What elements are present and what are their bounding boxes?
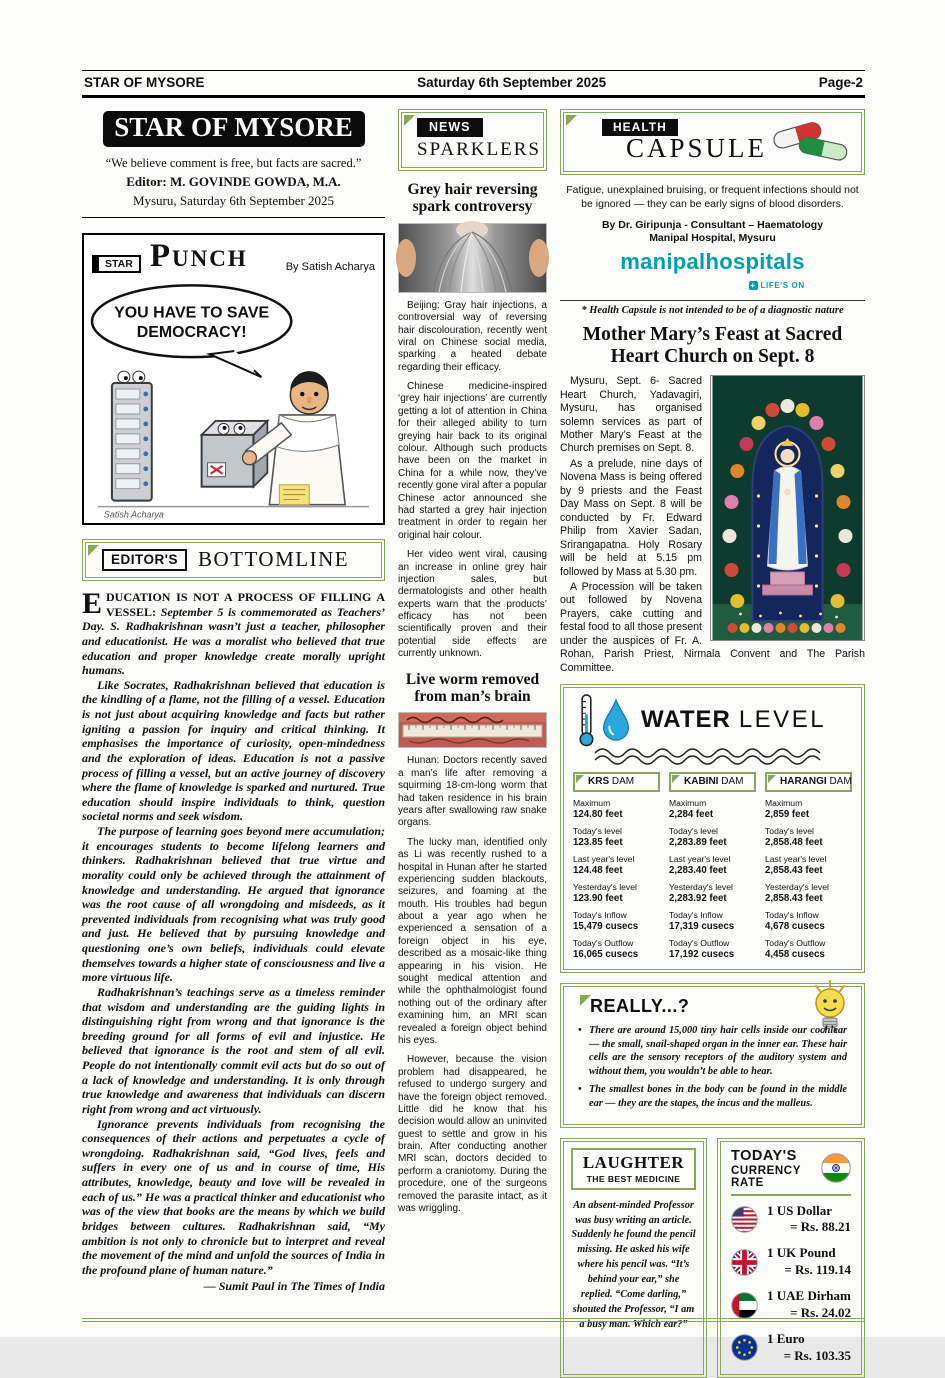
dam-name: KRS <box>588 776 610 788</box>
star-punch-byline: By Satish Acharya <box>285 261 375 273</box>
green-flag-icon <box>768 775 776 783</box>
star-punch-label: STAR <box>92 255 141 273</box>
mother-mary-article <box>560 324 865 675</box>
editors-bottomline-header <box>82 539 385 581</box>
right-column <box>560 109 865 1378</box>
currency-rate: 1 UAE Dirham = Rs. 24.02 <box>767 1288 851 1321</box>
dam-columns <box>573 772 852 960</box>
dam-stat: Maximum 2,284 feet <box>669 798 714 821</box>
currency-row <box>731 1324 851 1367</box>
dam-stat: Today's level 123.85 feet <box>573 826 623 849</box>
really-title: REALLY...? <box>590 996 690 1017</box>
capsule-title: CAPSULE <box>626 133 768 163</box>
masthead-title: STAR OF MYSORE <box>103 111 365 147</box>
green-flag-icon <box>88 545 99 556</box>
green-flag-icon <box>580 995 591 1006</box>
water-title-light: LEVEL <box>738 706 827 734</box>
dam-name-suffix: DAM <box>721 776 744 788</box>
editorial-paragraph: The purpose of learning goes beyond mere accumulation; it encourages students to become lifelong learners and thinkers. Radhakrishnan believed that true virtue and morality could only be achieved through the attainment of knowledge and understanding. He argued that ignorance was the root cause of all wrongdoing and misdeeds, as it prevented individuals from recognising what was truly good and just. He believed that by pursuing knowledge and questioning one’s own beliefs, individuals could elevate themselves towards a higher state of consciousness and live a more virtuous life. <box>82 824 385 985</box>
dam-stat: Today's level 2,283.89 feet <box>669 826 727 849</box>
dam-name: HARANGI <box>780 776 827 788</box>
article-paragraph: Chinese medicine-inspired ‘grey hair injections’ are currently getting a lot of attention in China for their alleged ability to turn greying hair back to its original colour. Although such products have been on the market in China for a while now, they’ve recently gone viral after a popular Chinese actor announced she had started a grey hair injection treatment in order to regain her original hair colour. <box>398 381 547 541</box>
health-capsule-disclaimer: * Health Capsule is not intended to be of a diagnostic nature <box>560 300 865 316</box>
middle-column <box>398 109 547 1378</box>
laughter-subtitle: THE BEST MEDICINE <box>586 1173 681 1184</box>
health-capsule-section <box>560 109 865 316</box>
health-capsule-hospital: Manipal Hospital, Mysuru <box>649 232 776 245</box>
health-capsule-header <box>560 109 865 175</box>
news-label: NEWS <box>417 118 483 137</box>
page-content <box>82 70 865 1378</box>
dam-stat: Yesterday's level 2,858.43 feet <box>765 882 829 905</box>
dam-stat: Yesterday's level 123.90 feet <box>573 882 637 905</box>
dam-stat: Today's Inflow 17,319 cusecs <box>669 910 735 933</box>
currency-header <box>731 1148 851 1196</box>
us-flag-icon <box>731 1206 758 1233</box>
page-top-bar <box>82 70 865 98</box>
article-headline: Live worm removed from man’s brain <box>405 670 540 706</box>
green-flag-icon <box>404 115 415 126</box>
dam-stat: Today's Inflow 15,479 cusecs <box>573 910 639 933</box>
really-fact: • There are around 15,000 tiny hair cells inside our cochlear — the small, snail-shaped organ in the inner ear. These hair cells are the sensory receptors of the auditory system and without them, you wouldn’t be able to hear. <box>578 1024 847 1078</box>
currency-row <box>731 1238 851 1281</box>
manipal-logo-wrap <box>560 249 865 293</box>
topbar-date: Saturday 6th September 2025 <box>417 75 607 90</box>
dam-column-harangi <box>765 772 852 960</box>
manipal-logo-text: manipalhospitals <box>620 249 805 275</box>
laughter-title: LAUGHTER <box>582 1152 685 1172</box>
drop-cap: E <box>82 587 103 620</box>
masthead-quote: “We believe comment is free, but facts are sacred.” <box>105 156 362 170</box>
dam-stat: Today's Outflow 17,192 cusecs <box>669 938 735 961</box>
editorial-body <box>82 587 385 1294</box>
dam-stat: Last year's level 2,283.40 feet <box>669 854 731 877</box>
article-paragraph: Her video went viral, causing an increase in online grey hair injection sales, but dermatologists and other health experts warn that the products’ efficacy has not been scientifically proven and their potential side effects are currently unknown. <box>398 549 547 660</box>
water-level-header <box>573 693 852 747</box>
article-body <box>560 375 865 675</box>
currency-row <box>731 1196 851 1239</box>
thermometer-icon <box>575 693 597 747</box>
waves-icon <box>593 748 833 765</box>
health-label: HEALTH <box>602 119 678 136</box>
star-punch-header <box>84 235 383 275</box>
columns <box>82 109 865 1378</box>
article-paragraph: However, because the vision problem had disappeared, he refused to undergo surgery and have the foreign object removed. Little did he know that his decision would allow an uninvited guest to settle and grow in his brain. After conducting another MRI scan, doctors decided to perform a craniotomy. During the procedure, one of the surgeons removed the parasite intact, as it was wriggling. <box>398 1054 547 1215</box>
really-section <box>560 983 865 1127</box>
article-paragraph: A Procession will be taken out followed by Novena Prayers, cake cutting and festal food to all those present under the auspices of Fr. A. Rohan, Parish Priest, Nirmala Convent and The Parish Committee. <box>560 580 865 674</box>
editorial-paragraph: Radhakrishnan’s teachings serve as a timeless reminder that wisdom and understanding are the guiding lights in distinguishing right from wrong and that ignorance is the breeding ground for all forms of evil and injustice. He believed that ignorance is the root and stem of all evil. People do not intentionally commit evil acts but do so out of a lack of knowledge and understanding. It is only through true knowledge and awareness that individuals can discern right from wrong and act virtuously. <box>82 984 385 1116</box>
dam-stat: Last year's level 124.48 feet <box>573 854 635 877</box>
article-paragraph: Beijing: Gray hair injections, a controversial way of reversing hair discolouration, recently went viral on Chinese social media, sparking a heated debate regarding their efficacy. <box>398 299 547 373</box>
currency-rate-section <box>717 1138 865 1378</box>
dam-name-suffix: DAM <box>611 776 635 788</box>
worm-photo <box>398 712 547 748</box>
dam-column-kabini <box>669 772 756 960</box>
masthead-dateline: Mysuru, Saturday 6th September 2025 <box>82 193 385 218</box>
dam-stat: Today's Outflow 16,065 cusecs <box>573 938 639 961</box>
dam-stat: Today's Inflow 4,678 cusecs <box>765 910 825 933</box>
editors-label: EDITOR'S <box>102 549 187 571</box>
editorial-lead-paragraph: EDUCATION IS NOT A PROCESS OF FILLING A VESSEL: September 5 is commemorated as Teachers’ Day. S. Radhakrishnan wasn’t just a teacher, philosopher and educationist. He was a moralist who believed that true education and proper knowledge create morally upright humans. <box>82 587 385 678</box>
article-headline: Grey hair reversing spark controversy <box>407 181 538 216</box>
left-column <box>82 109 385 1378</box>
really-facts-list <box>578 1024 847 1110</box>
really-header <box>578 993 847 1021</box>
dam-stat: Yesterday's level 2,283.92 feet <box>669 882 733 905</box>
article-worm <box>398 671 547 1216</box>
currency-title: TODAY'S CURRENCY RATE <box>731 1147 801 1189</box>
green-flag-icon <box>672 775 680 783</box>
star-punch-cartoon-box <box>82 233 385 525</box>
article-headline: Mother Mary’s Feast at Sacred Heart Church on Sept. 8 <box>582 324 843 367</box>
uk-flag-icon <box>731 1249 758 1276</box>
laughter-header <box>571 1148 696 1190</box>
green-flag-icon <box>566 115 577 126</box>
bottom-row <box>560 1138 865 1378</box>
water-title-bold: WATER <box>640 706 731 734</box>
dam-stat: Today's Outflow 4,458 cusecs <box>765 938 826 961</box>
topbar-paper-name: STAR OF MYSORE <box>84 75 205 90</box>
currency-rate: 1 US Dollar = Rs. 88.21 <box>767 1202 851 1235</box>
dam-column-krs <box>573 772 660 960</box>
article-paragraph: Mysuru, Sept. 6- Sacred Heart Church, Yadavagiri, Mysuru, has organised solemn services as part of Mother Mary’s Feast at the Church premises on Sept. 8. <box>560 375 702 455</box>
cartoon-illustration <box>84 275 383 523</box>
dam-name-suffix: DAM <box>829 776 852 788</box>
masthead-editor-line: Editor: M. GOVINDE GOWDA, M.A. <box>126 174 341 189</box>
really-fact: • The smallest bones in the body can be found in the middle ear — they are the stapes, the incus and the malleus. <box>578 1083 847 1110</box>
manipal-logo-tagline: + LIFE'S ON <box>750 281 805 291</box>
health-capsule-text: Fatigue, unexplained bruising, or frequent infections should not be ignored — they can be early signs of blood disorders. <box>566 184 859 210</box>
svg-text:Satish Acharya: Satish Acharya <box>103 509 164 520</box>
laughter-joke: An absent-minded Professor was busy writing an article. Suddenly he found the pencil missing. He asked his wife where his pencil was. “It’s behind your ear,” she replied. “Come darling,” shouted the Professor, “I am a busy man. Which ear?” <box>571 1199 696 1330</box>
article-paragraph: The lucky man, identified only as Li was recently rushed to a hospital in Hunan after he started experiencing sudden blackouts, seizures, and foaming at the mouth. His troubles had begun about a year ago when he experienced a sensation of a foreign object in his eye, described as a mosaic-like thing appearing in his vision. He sought medical attention and while the ophthalmologist found nothing out of the ordinary after examining him, an MRI scan revealed a foreign object behind his eyes. <box>398 836 547 1046</box>
currency-rate: 1 UK Pound = Rs. 119.14 <box>767 1245 851 1278</box>
dam-stat: Last year's level 2,858.43 feet <box>765 854 827 877</box>
health-capsule-byline: By Dr. Giripunja - Consultant – Haematology <box>601 219 824 232</box>
article-paragraph: As a prelude, nine days of Novena Mass is being offered by 9 priests and the Feast Day Mass on Sept. 8 will be conducted by Fr. Edward Philip from Xavier Sadan, Srirangapatna. Holy Rosary will be held at 5.15 pm followed by Mass at 5.30 pm. <box>560 457 702 578</box>
editorial-paragraph: Ignorance prevents individuals from recognising the consequences of their actions and perpetuates a cycle of wrongdoing. Radhakrishnan said, “God lives, feels and suffers in every one of us and in course of time, His attributes, knowledge, beauty and love will be revealed in each of us.” He was a practical thinker and educationist who was of the view that books are the means by which we build bridges between cultures. Radhakrishnan said, “My ambition is not only to chronicle but to interpret and reveal the movement of the mind and unfold the sources of India in the profound plane of human nature.” <box>82 1116 385 1277</box>
editorial-paragraph: Like Socrates, Radhakrishnan believed that education is the kindling of a flame, not the filling of a vessel. Education is not just about acquiring knowledge and facts but rather igniting a passion for inquiry and critical thinking. It emphasises the importance of curiosity, open-mindedness and the exploration of ideas. Education is not a passive process of filling a vessel, but an active journey of discovery where the flame of knowledge is sparked and nurtured. True education should inspire individuals to think, question societal norms and seek wisdom. <box>82 677 385 824</box>
water-drop-icon <box>599 698 633 742</box>
water-level-section <box>560 684 865 973</box>
laughter-section <box>560 1138 707 1378</box>
dam-name-box <box>573 772 660 792</box>
dam-name-box <box>765 772 852 792</box>
bottomline-title: BOTTOMLINE <box>197 547 350 571</box>
sparklers-title: SPARKLERS <box>417 139 541 160</box>
currency-rate: 1 Euro = Rs. 103.35 <box>767 1330 851 1363</box>
manipal-hospitals-logo <box>620 249 805 293</box>
star-punch-title: PUNCH <box>149 238 248 274</box>
mother-mary-photo <box>710 375 865 641</box>
article-paragraph: Hunan: Doctors recently saved a man’s life after removing a squirming 18-cm-long worm that had taken residence in his brain years after swallowing raw snake organs. <box>398 755 547 829</box>
editorial-attribution: — Sumit Paul in The Times of India <box>203 1279 385 1294</box>
dam-name-box <box>669 772 756 792</box>
dam-name: KABINI <box>684 776 719 788</box>
capsule-pills-icon <box>765 116 855 164</box>
india-flag-icon <box>821 1153 851 1183</box>
masthead <box>82 111 385 218</box>
editors-bottomline-section <box>82 539 385 1294</box>
article-grey-hair <box>398 181 547 661</box>
dam-stat: Maximum 124.80 feet <box>573 798 623 821</box>
svg-text:YOU HAVE TO SAVE: YOU HAVE TO SAVE <box>114 304 270 322</box>
dam-stat: Today's level 2,858.48 feet <box>765 826 823 849</box>
dam-stat: Maximum 2,859 feet <box>765 798 810 821</box>
svg-text:DEMOCRACY!: DEMOCRACY! <box>136 324 247 342</box>
eu-flag-icon <box>731 1334 758 1361</box>
news-sparklers-header <box>398 109 547 171</box>
manipal-flag-icon: + <box>750 281 756 291</box>
green-flag-icon <box>576 775 584 783</box>
bottom-rule <box>82 1318 865 1322</box>
topbar-page-number: Page-2 <box>818 75 863 90</box>
uae-flag-icon <box>731 1292 758 1319</box>
grey-hair-photo <box>398 223 547 293</box>
